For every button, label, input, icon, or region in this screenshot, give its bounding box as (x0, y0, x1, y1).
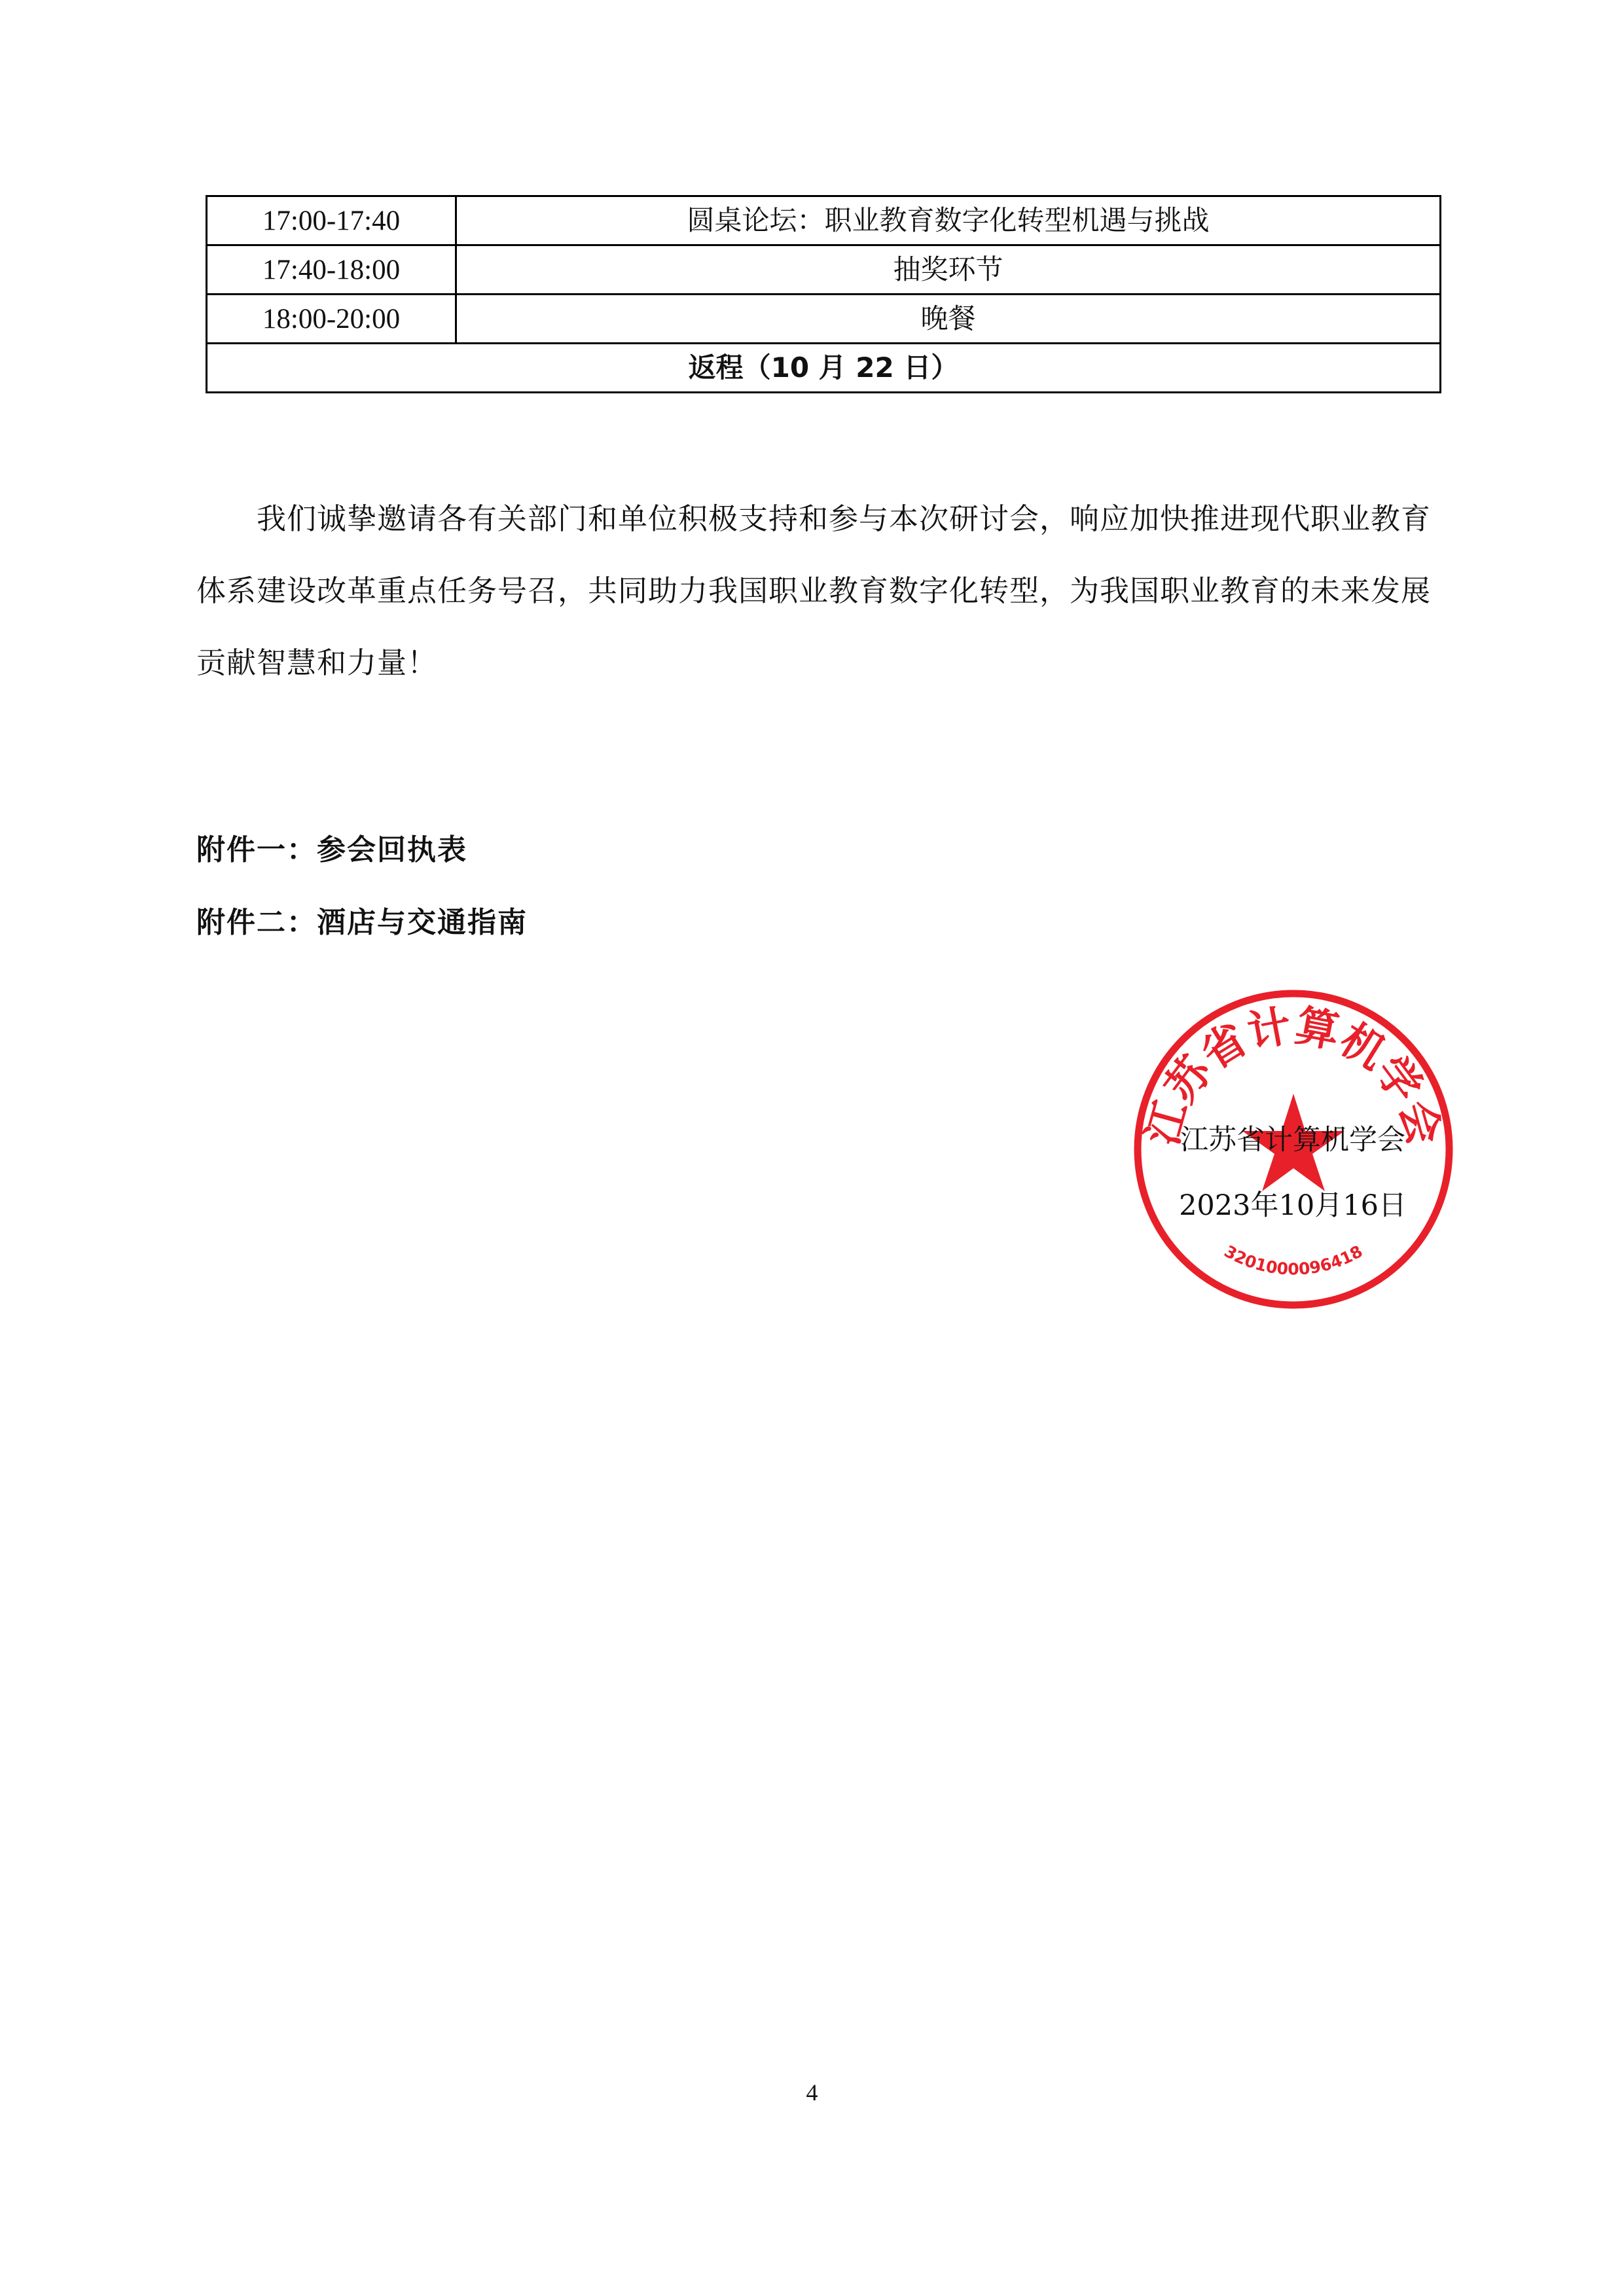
seal-number-text: 3201000096418 (1221, 1242, 1366, 1279)
attachment-1: 附件一：参会回执表 (196, 833, 467, 867)
table-row (207, 196, 1441, 245)
signer-organization: 江苏省计算机学会 (1180, 1124, 1405, 1157)
time-cell: 17:40-18:00 (207, 245, 456, 295)
signature-date: 2023年10月16日 (1179, 1189, 1407, 1222)
seal-org-text: 江苏省计算机学会 (1136, 1000, 1451, 1151)
table-row (207, 245, 1441, 295)
event-cell: 晚餐 (456, 295, 1441, 344)
time-cell: 18:00-20:00 (207, 295, 456, 344)
time-cell: 17:00-17:40 (207, 196, 456, 245)
invitation-paragraph: 我们诚挚邀请各有关部门和单位积极支持和参与本次研讨会，响应加快推进现代职业教育体系建设改革重点任务号召，共同助力我国职业教育数字化转型，为我国职业教育的未来发展贡献智慧和力量！ (196, 501, 1432, 680)
table-row (207, 344, 1441, 393)
event-cell: 圆桌论坛：职业教育数字化转型机遇与挑战 (456, 196, 1441, 245)
page-number: 4 (806, 2079, 818, 2106)
schedule-table (206, 195, 1441, 393)
return-trip-cell: 返程（10 月 22 日） (207, 344, 1441, 393)
event-cell: 抽奖环节 (456, 245, 1441, 295)
attachment-2: 附件二：酒店与交通指南 (196, 906, 528, 939)
table-row (207, 295, 1441, 344)
